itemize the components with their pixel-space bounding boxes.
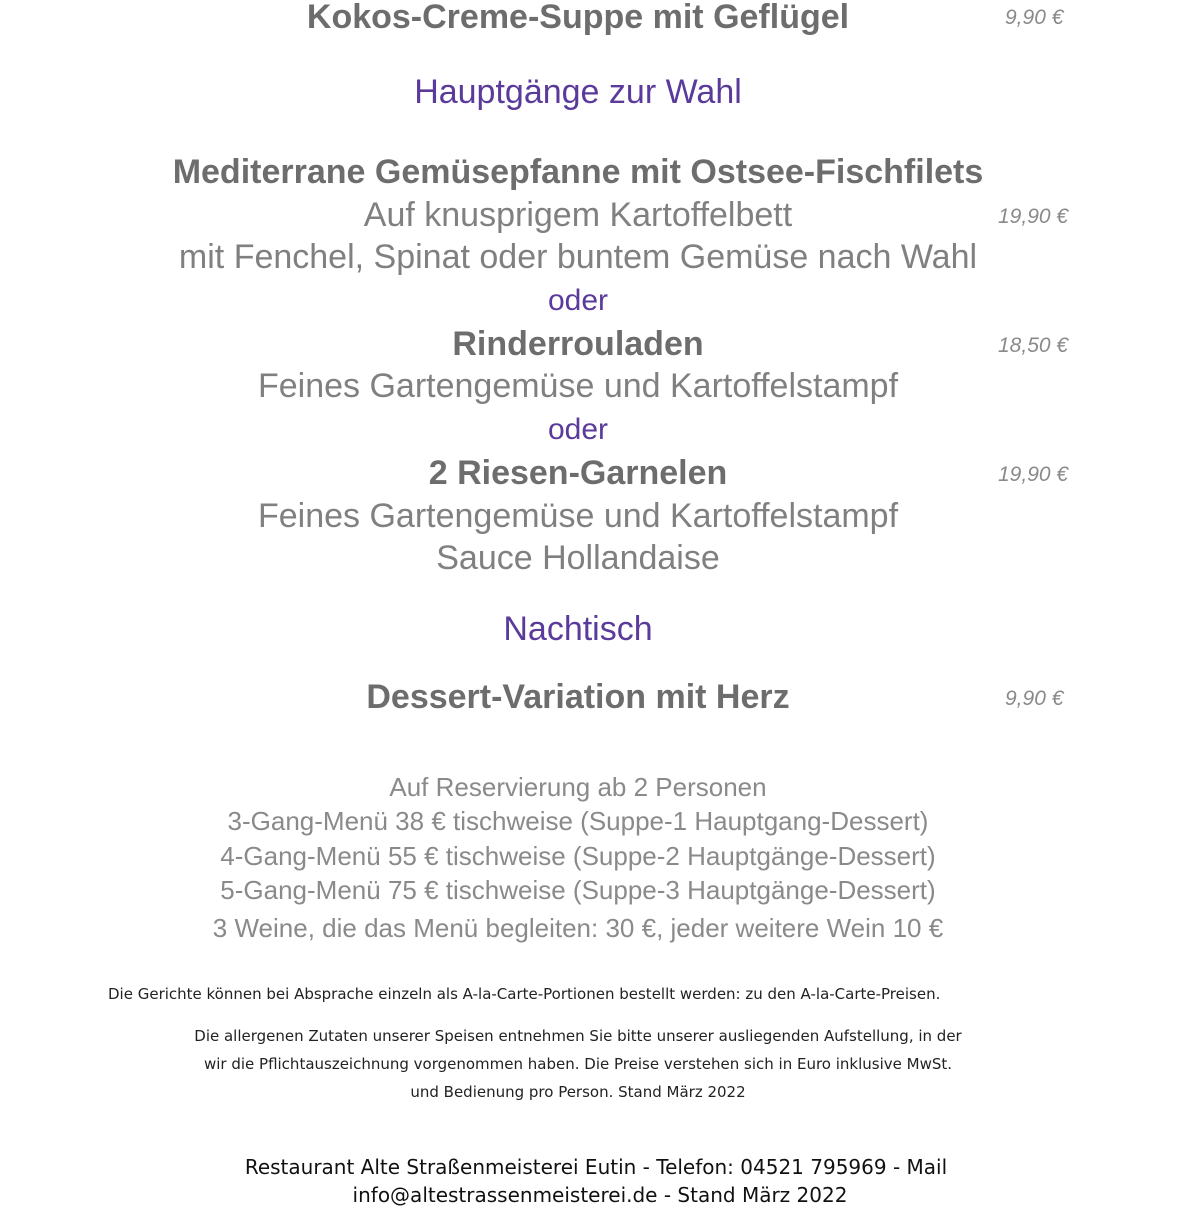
main-1-desc-2: mit Fenchel, Spinat oder buntem Gemüse nach Wahl [178,238,978,276]
reservation-line-3: 4-Gang-Menü 55 € tischweise (Suppe-2 Hauptgänge-Dessert) [220,841,936,871]
or-separator-1: oder [547,284,609,317]
main-1-desc-1: Auf knusprigem Kartoffelbett [363,196,793,234]
footer-line-2: info@altestrassenmeisterei.de - Stand März 2022 [352,1183,848,1207]
allergen-note-2: wir die Pflichtauszeichnung vorgenommen haben. Die Preise verstehen sich in Euro inklusive MwSt. [203,1055,953,1073]
a-la-carte-note: Die Gerichte können bei Absprache einzeln als A-la-Carte-Portionen bestellt werden: zu den A-la-Carte-Preisen. [108,985,941,1003]
reservation-line-2: 3-Gang-Menü 38 € tischweise (Suppe-1 Hauptgang-Dessert) [227,806,929,836]
main-2-price: 18,50 € [998,334,1069,357]
main-3-name: 2 Riesen-Garnelen [428,454,728,492]
main-course-heading: Hauptgänge zur Wahl [414,73,742,111]
main-2-desc-1: Feines Gartengemüse und Kartoffelstampf [257,367,899,405]
reservation-line-4: 5-Gang-Menü 75 € tischweise (Suppe-3 Hauptgänge-Dessert) [220,875,936,905]
soup-price: 9,90 € [1005,6,1064,29]
main-3-price: 19,90 € [998,463,1069,486]
or-separator-2: oder [547,413,609,446]
wine-pairing-line: 3 Weine, die das Menü begleiten: 30 €, jeder weitere Wein 10 € [212,913,944,943]
main-1-price: 19,90 € [998,205,1069,228]
allergen-note-3: und Bedienung pro Person. Stand März 2022 [410,1083,746,1101]
main-3-desc-2: Sauce Hollandaise [436,539,720,577]
main-1-name: Mediterrane Gemüsepfanne mit Ostsee-Fischfilets [172,153,984,191]
allergen-note-1: Die allergenen Zutaten unserer Speisen entnehmen Sie bitte unserer ausliegenden Aufstellung, in der [194,1027,962,1045]
reservation-line-1: Auf Reservierung ab 2 Personen [389,772,767,802]
main-3-desc-1: Feines Gartengemüse und Kartoffelstampf [257,497,899,535]
soup-name: Kokos-Creme-Suppe mit Geflügel [306,0,850,36]
dessert-name: Dessert-Variation mit Herz [366,678,790,716]
footer-line-1: Restaurant Alte Straßenmeisterei Eutin - Telefon: 04521 795969 - Mail [244,1155,948,1179]
main-2-name: Rinderrouladen [452,325,704,363]
dessert-heading: Nachtisch [503,610,653,648]
dessert-price: 9,90 € [1005,687,1064,710]
